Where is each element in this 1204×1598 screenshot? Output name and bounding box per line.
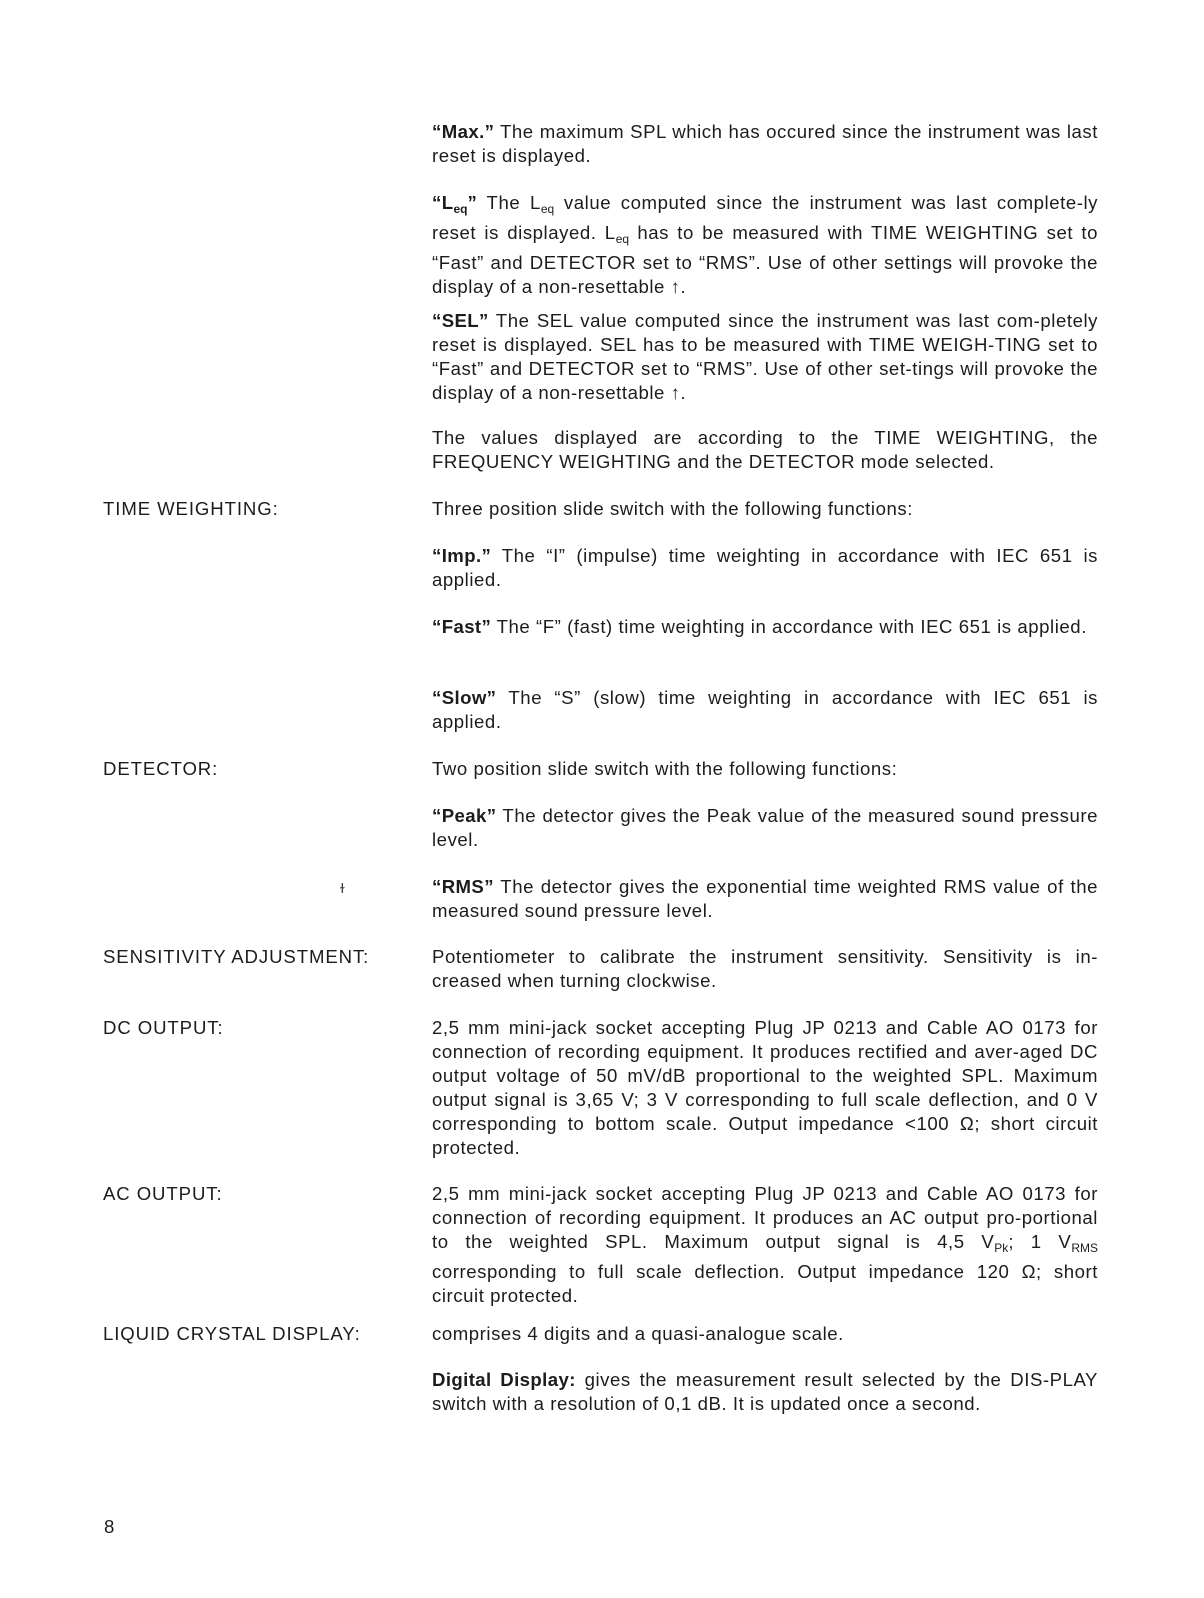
sensitivity-text: Potentiometer to calibrate the instrument sensitivity. Sensitivity is in-creased when turning clockwise. xyxy=(432,946,1098,991)
time-weighting-intro: Three position slide switch with the following functions: xyxy=(432,498,913,519)
max-term: “Max.” xyxy=(432,121,495,142)
rms-paragraph: “RMS” The detector gives the exponential time weighted RMS value of the measured sound pressure level. xyxy=(432,876,1098,921)
fast-term: “Fast” xyxy=(432,616,492,637)
slow-paragraph: “Slow” The “S” (slow) time weighting in accordance with IEC 651 is applied. xyxy=(432,687,1098,732)
page-number: 8 xyxy=(104,1516,115,1537)
scan-mark-icon: ɫ xyxy=(340,880,346,896)
sel-paragraph xyxy=(432,309,1098,405)
peak-paragraph: “Peak” The detector gives the Peak value of the measured sound pressure level. xyxy=(432,805,1098,850)
rms-term: “RMS” xyxy=(432,876,494,897)
label-lcd: LIQUID CRYSTAL DISPLAY: xyxy=(103,1323,361,1344)
max-paragraph xyxy=(432,120,1098,168)
label-dc-output: DC OUTPUT: xyxy=(103,1017,224,1038)
values-note: The values displayed are according to the TIME WEIGHTING, the FREQUENCY WEIGHTING and the DETECTOR mode selected. xyxy=(432,427,1098,472)
imp-term: “Imp.” xyxy=(432,545,492,566)
ac-output-text: 2,5 mm mini-jack socket accepting Plug JP 0213 and Cable AO 0173 for connection of recording equipment. It produces an AC output pro-portional to the weighted SPL. Maximum output signal is 4,5 $V_{Pk}$; 1 $V_{RMS}$ corresponding to full scale deflection. Output impedance 120 Ω; short circuit protected. xyxy=(432,1183,1099,1306)
leq-paragraph: “$L_{eq}$” The $L_{eq}$ value computed since the instrument was last complete-ly reset is displayed. $L_{eq}$ has to be measured with TIME WEIGHTING set to “Fast” and DETECTOR set to “RMS”. Use of other settings will provoke the display of a non-resettable ↑. xyxy=(432,192,1098,297)
label-sensitivity: SENSITIVITY ADJUSTMENT: xyxy=(103,946,370,967)
sel-text: The SEL value computed since the instrument was last com-pletely reset is displayed. SEL has to be measured with TIME WEIGH-TING set to “Fast” and DETECTOR set to “RMS”. Use of other set-tings will provoke the display of a non-resettable ↑. xyxy=(432,310,1098,403)
label-ac-output: AC OUTPUT: xyxy=(103,1183,223,1204)
slow-term: “Slow” xyxy=(432,687,497,708)
dc-output-text: 2,5 mm mini-jack socket accepting Plug JP 0213 and Cable AO 0173 for connection of recording equipment. It produces rectified and aver-aged DC output voltage of 50 mV/dB proportional to the weighted SPL. Maximum output signal is 3,65 V; 3 V corresponding to full scale deflection, and 0 V corresponding to bottom scale. Output impedance <100 Ω; short circuit protected. xyxy=(432,1017,1098,1158)
digital-display-term: Digital Display: xyxy=(432,1369,576,1390)
fast-paragraph: “Fast” The “F” (fast) time weighting in accordance with IEC 651 is applied. xyxy=(432,616,1087,637)
sel-term: “SEL” xyxy=(432,310,489,331)
detector-intro: Two position slide switch with the following functions: xyxy=(432,758,898,779)
max-text: The maximum SPL which has occured since the instrument was last reset is displayed. xyxy=(432,121,1098,166)
peak-term: “Peak” xyxy=(432,805,497,826)
label-detector: DETECTOR: xyxy=(103,758,219,779)
lcd-intro: comprises 4 digits and a quasi-analogue scale. xyxy=(432,1323,844,1344)
label-time-weighting: TIME WEIGHTING: xyxy=(103,498,279,519)
digital-display-paragraph: Digital Display: gives the measurement result selected by the DIS-PLAY switch with a resolution of 0,1 dB. It is updated once a second. xyxy=(432,1369,1098,1414)
leq-term: “$L_{eq}$” xyxy=(432,192,478,216)
imp-paragraph: “Imp.” The “I” (impulse) time weighting in accordance with IEC 651 is applied. xyxy=(432,545,1098,590)
